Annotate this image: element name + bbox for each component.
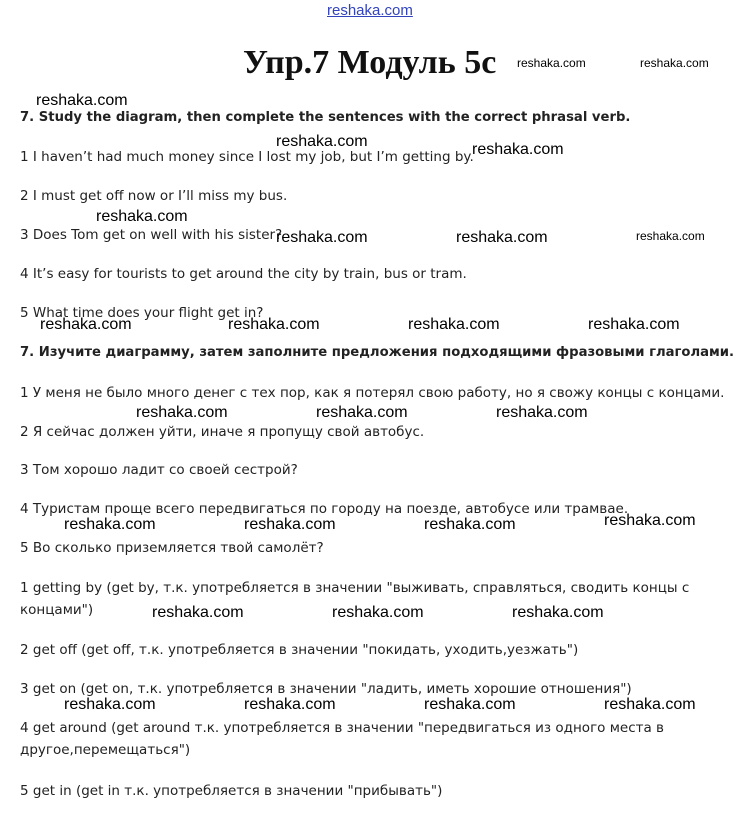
- answer-3: 3 get on (get on, т.к. употребляется в значении "ладить, иметь хорошие отношения"): [20, 681, 632, 697]
- russian-sentence-5: 5 Во сколько приземляется твой самолёт?: [20, 540, 324, 556]
- watermark: reshaka.com: [408, 316, 500, 333]
- watermark: reshaka.com: [517, 56, 586, 70]
- watermark: reshaka.com: [244, 516, 336, 533]
- watermark: reshaka.com: [636, 229, 705, 243]
- watermark: reshaka.com: [588, 316, 680, 333]
- watermark: reshaka.com: [152, 604, 244, 621]
- watermark: reshaka.com: [244, 696, 336, 713]
- russian-sentence-4: 4 Туристам проще всего передвигаться по городу на поезде, автобусе или трамвае.: [20, 501, 629, 517]
- watermark: reshaka.com: [332, 604, 424, 621]
- english-sentence-5: 5 What time does your flight get in?: [20, 305, 264, 321]
- watermark: reshaka.com: [604, 512, 696, 529]
- watermark: reshaka.com: [40, 316, 132, 333]
- watermark: reshaka.com: [316, 404, 408, 421]
- answer-4: 4 get around (get around т.к. употребляется в значении "передвигаться из одного места в другое,перемещаться"): [20, 720, 665, 758]
- russian-task-heading: 7. Изучите диаграмму, затем заполните предложения подходящими фразовыми глаголами.: [20, 345, 735, 360]
- russian-sentence-1: 1 У меня не было много денег с тех пор, как я потерял свою работу, но я свожу концы с концами.: [20, 385, 725, 401]
- watermark: reshaka.com: [512, 604, 604, 621]
- answer-5: 5 get in (get in т.к. употребляется в значении "прибывать"): [20, 783, 443, 799]
- answer-2: 2 get off (get off, т.к. употребляется в значении "покидать, уходить,уезжать"): [20, 642, 579, 658]
- watermark: reshaka.com: [276, 229, 368, 246]
- watermark: reshaka.com: [424, 516, 516, 533]
- watermark: reshaka.com: [472, 141, 564, 158]
- english-task-heading: 7. Study the diagram, then complete the sentences with the correct phrasal verb.: [20, 110, 631, 125]
- russian-sentence-3: 3 Том хорошо ладит со своей сестрой?: [20, 462, 298, 478]
- watermark: reshaka.com: [456, 229, 548, 246]
- watermark: reshaka.com: [496, 404, 588, 421]
- watermark: reshaka.com: [640, 56, 709, 70]
- english-sentence-1: 1 I haven’t had much money since I lost my job, but I’m getting by.: [20, 149, 474, 165]
- watermark: reshaka.com: [228, 316, 320, 333]
- watermark-top-link[interactable]: reshaka.com: [327, 2, 413, 19]
- watermark: reshaka.com: [276, 133, 368, 150]
- watermark: reshaka.com: [96, 208, 188, 225]
- watermark: reshaka.com: [604, 696, 696, 713]
- watermark: reshaka.com: [36, 92, 128, 109]
- answer-1: 1 getting by (get by, т.к. употребляется в значении "выживать, справляться, сводить концы с концами"): [20, 580, 690, 618]
- watermark: reshaka.com: [136, 404, 228, 421]
- english-sentence-4: 4 It’s easy for tourists to get around the city by train, bus or tram.: [20, 266, 467, 282]
- page-title: Упр.7 Модуль 5с: [243, 44, 497, 81]
- watermark: reshaka.com: [64, 516, 156, 533]
- russian-sentence-2: 2 Я сейчас должен уйти, иначе я пропущу свой автобус.: [20, 424, 425, 440]
- watermark: reshaka.com: [64, 696, 156, 713]
- watermark: reshaka.com: [424, 696, 516, 713]
- english-sentence-3: 3 Does Tom get on well with his sister?: [20, 227, 283, 243]
- english-sentence-2: 2 I must get off now or I’ll miss my bus.: [20, 188, 288, 204]
